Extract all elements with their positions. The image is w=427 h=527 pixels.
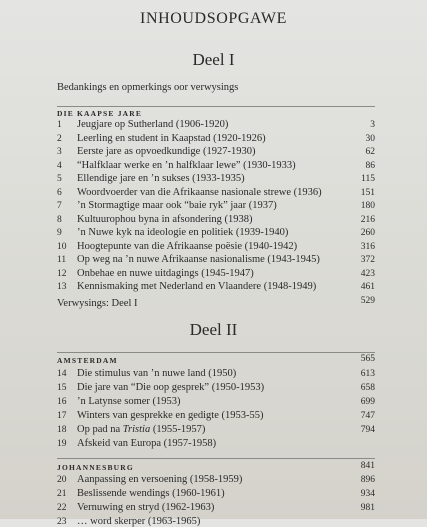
entry-title: ’n Nuwe kyk na ideologie en politiek (1939-1940) [77, 227, 289, 238]
entry-title: Beslissende wendings (1960-1961) [77, 488, 225, 499]
references-title: Verwysings: Deel I [57, 298, 138, 309]
entry-title: Ellendige jare en ’n sukses (1933-1935) [77, 173, 245, 184]
entry-title: “Halfklaar werke en ’n halfklaar lewe” (1930-1933) [77, 159, 296, 171]
entry-title: Afskeid van Europa (1957-1958) [77, 438, 217, 449]
entry-number: 2 [57, 133, 62, 144]
entry-title: ’n Stormagtige maar ook “baie ryk” jaar (1937) [77, 200, 277, 211]
entry-page: 260 [360, 228, 375, 238]
entry-number: 16 [57, 397, 67, 407]
entry-title: Jeugjare op Sutherland (1906-1920) [77, 119, 229, 130]
section-page-amsterdam: 565 [360, 354, 375, 364]
section-title-amsterdam: AMSTERDAM [57, 356, 118, 365]
entry-title: Eerste jare as opvoedkundige (1927-1930) [77, 146, 256, 157]
entry-title: Die jare van “Die oop gesprek” (1950-1953) [77, 382, 265, 393]
entry-number: 10 [57, 241, 67, 252]
entry-number: 19 [57, 439, 67, 449]
entry-page: 699 [360, 397, 375, 407]
entry-number: 9 [57, 228, 62, 238]
preface-line: Bedankings en opmerkings oor verwysings [57, 82, 239, 93]
entry-page: 372 [360, 255, 375, 265]
entry-number: 18 [57, 425, 67, 435]
entry-title: Onbehae en nuwe uitdagings (1945-1947) [77, 267, 254, 279]
section-title-kaapse-jare: DIE KAAPSE JARE [57, 109, 143, 118]
part-heading-2: Deel II [189, 320, 238, 339]
entry-page: 86 [365, 160, 375, 171]
entry-page: 658 [360, 383, 375, 393]
entry-number: 4 [57, 160, 62, 171]
entry-title-part: Op pad na [77, 424, 123, 435]
entry-number: 14 [57, 369, 67, 379]
entry-number: 7 [57, 201, 62, 211]
entry-page: 934 [360, 489, 375, 499]
entry-page: 180 [360, 201, 375, 211]
page-title: INHOUDSOPGAWE [140, 10, 287, 27]
entry-page: 3 [370, 120, 375, 130]
entry-page: 151 [360, 187, 375, 198]
entry-title: Woordvoerder van die Afrikaanse nasionale strewe (1936) [77, 186, 322, 198]
section-page-johannesburg: 841 [360, 461, 375, 471]
entry-number: 3 [57, 147, 62, 157]
entry-title: Aanpassing en versoening (1958-1959) [77, 474, 243, 485]
entry-title: Die stimulus van ’n nuwe land (1950) [77, 368, 237, 379]
entry-number: 15 [57, 383, 67, 393]
entry-number: 17 [57, 411, 67, 421]
entry-title: … word skerper (1963-1965) [77, 516, 201, 527]
entry-number: 12 [57, 268, 67, 279]
entry-number: 5 [57, 174, 62, 184]
entry-page: 115 [361, 174, 375, 184]
entry-page: 747 [360, 411, 375, 421]
divider [57, 106, 375, 107]
entry-title: Winters van gesprekke en gedigte (1953-55) [77, 410, 264, 421]
entry-number: 13 [57, 282, 67, 292]
entry-title: Op weg na ’n nuwe Afrikaanse nasionalisme (1943-1945) [77, 254, 320, 265]
entry-title [77, 424, 205, 435]
entry-page: 316 [360, 241, 375, 252]
entry-number: 20 [57, 475, 67, 485]
entry-title-part: (1955-1957) [150, 424, 206, 435]
entry-page: 423 [360, 268, 375, 279]
entry-number: 1 [57, 120, 62, 130]
section-title-johannesburg: JOHANNESBURG [57, 463, 134, 472]
entry-number: 21 [57, 489, 67, 499]
part-heading-1: Deel I [192, 50, 235, 69]
entry-page: 62 [365, 147, 375, 157]
entry-number: 23 [57, 517, 67, 527]
entry-page: 461 [360, 282, 375, 292]
divider [57, 458, 375, 459]
entry-title: Hoogtepunte van die Afrikaanse poësie (1940-1942) [77, 240, 298, 252]
entry-title: Vernuwing en stryd (1962-1963) [77, 502, 215, 513]
entry-title-italic: Tristia [122, 424, 151, 435]
entry-number: 11 [57, 255, 67, 265]
entry-title: Kultuurophou byna in afsondering (1938) [77, 213, 253, 225]
entry-page: 216 [360, 214, 375, 225]
entry-title: Leerling en student in Kaapstad (1920-1926) [77, 132, 266, 144]
entry-page: 613 [360, 369, 375, 379]
entry-page: 981 [360, 503, 375, 513]
entry-page: 794 [360, 425, 375, 435]
entry-title: ’n Latynse somer (1953) [77, 396, 181, 407]
entry-number: 8 [57, 214, 62, 225]
entry-number: 22 [57, 503, 67, 513]
entry-number: 6 [57, 187, 62, 198]
references-page: 529 [360, 296, 375, 306]
divider [57, 352, 375, 353]
entry-page: 30 [365, 133, 375, 144]
entry-title: Kennismaking met Nederland en Vlaandere (1948-1949) [77, 281, 317, 292]
entry-page: 896 [360, 475, 375, 485]
